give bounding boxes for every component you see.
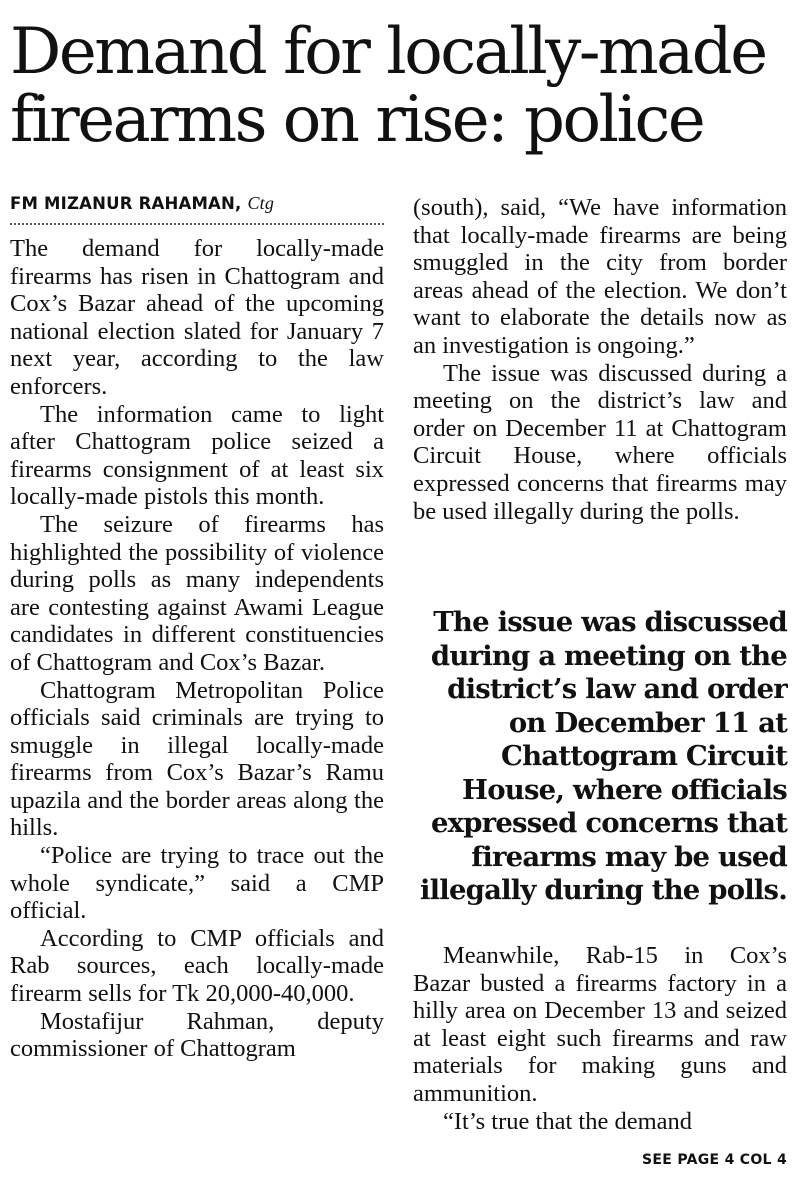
pull-quote: The issue was discussed during a meeting on the district’s law and order on December 11 at Chattogram Circuit House, where officials expressed concerns that firearms may be used illegally during the polls. bbox=[420, 606, 787, 906]
paragraph: According to CMP officials and Rab sources, each locally-made firearm sells for Tk 20,000-40,000. bbox=[10, 924, 384, 1008]
byline-location: Ctg bbox=[247, 193, 275, 213]
headline: Demand for locally-made firearms on rise: police bbox=[10, 15, 766, 157]
paragraph: The seizure of firearms has highlighted the possibility of violence during polls as many independents are contesting against Awami League candidates in different constituencies of Chattogram and Cox’s Bazar. bbox=[10, 510, 384, 676]
paragraph: Meanwhile, Rab-15 in Cox’s Bazar busted a firearms factory in a hilly area on December 13 and seized at least eight such firearms and raw materials for making guns and ammunition. bbox=[413, 942, 787, 1107]
paragraph: The issue was discussed during a meeting on the district’s law and order on December 11 at Chattogram Circuit House, where officials expressed concerns that firearms may be used illegally during the polls. bbox=[413, 359, 787, 525]
byline-author: FM MIZANUR RAHAMAN, bbox=[10, 194, 242, 213]
paragraph: The demand for locally-made firearms has risen in Chattogram and Cox’s Bazar ahead of the upcoming national election slated for January 7 next year, according to the law enforcers. bbox=[10, 235, 384, 400]
article-column-right-top bbox=[413, 194, 787, 525]
paragraph: Chattogram Metropolitan Police officials said criminals are trying to smuggle in illegal locally-made firearms from Cox’s Bazar’s Ramu upazila and the border areas along the hills. bbox=[10, 676, 384, 842]
paragraph: “Police are trying to trace out the whole syndicate,” said a CMP official. bbox=[10, 842, 384, 925]
article-column-left bbox=[10, 192, 384, 1063]
paragraph: The information came to light after Chattogram police seized a firearms consignment of at least six locally-made pistols this month. bbox=[10, 400, 384, 511]
paragraph: (south), said, “We have information that locally-made firearms are being smuggled in the city from border areas ahead of the election. We don’t want to elaborate the details now as an investigation is ongoing.” bbox=[413, 194, 787, 359]
byline bbox=[10, 192, 384, 225]
continuation-jump-line: SEE PAGE 4 COL 4 bbox=[642, 1152, 787, 1168]
paragraph: “It’s true that the demand bbox=[443, 1107, 692, 1135]
paragraph: Mostafijur Rahman, deputy commissioner of Chattogram bbox=[10, 1007, 384, 1063]
article-column-right-bottom bbox=[413, 942, 787, 1135]
